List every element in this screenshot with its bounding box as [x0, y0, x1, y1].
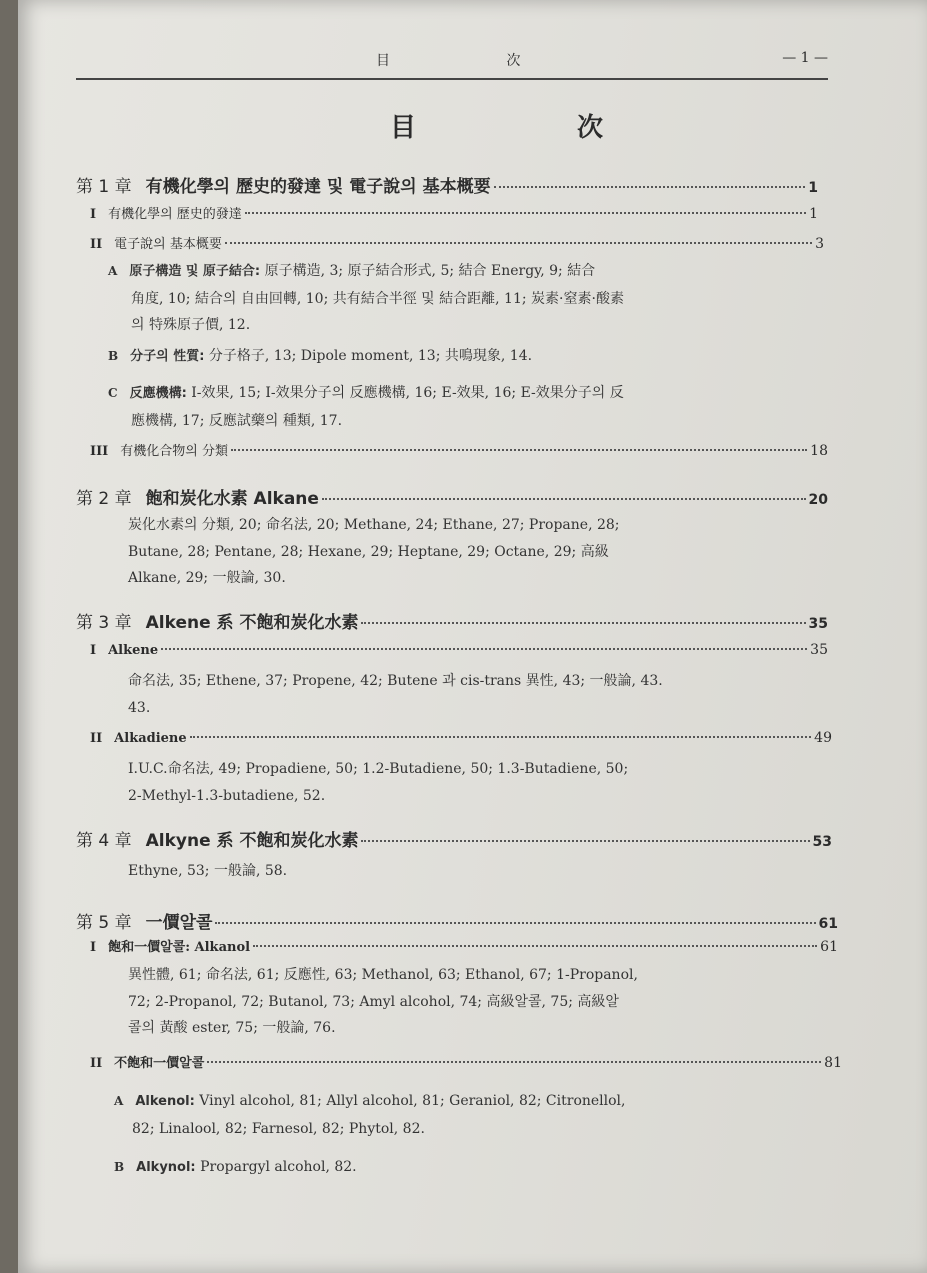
toc-alkynol-topics: B Alkynol: Propargyl alcohol, 82. [114, 1159, 357, 1175]
toc-chapter-2-topics: 炭化水素의 分類, 20; 命名法, 20; Methane, 24; Ethane, 27; Propane, 28; Butane, 28; Pentane, 28; Hexane, 29; Heptane, 29; Octane, 29; 高級 Alkane, 29; 一般論, 30. [128, 517, 620, 586]
toc-title: Alkene 系 不飽和炭化水素 [145, 613, 359, 633]
dot-leader [322, 498, 806, 500]
toc-chapter-5: 第 5 章 一價알콜 61 [76, 908, 838, 933]
dot-leader [361, 622, 805, 624]
toc-title: Alkadiene [114, 731, 187, 746]
toc-section: I 有機化學의 歷史的發達 1 [90, 203, 818, 222]
dot-leader [231, 449, 807, 451]
toc-chapter-2: 第 2 章 飽和炭化水素 Alkane 20 [76, 484, 828, 509]
dot-leader [190, 736, 812, 738]
toc-title: 飽和一價알콜: Alkanol [108, 940, 251, 955]
toc-page: 3 [815, 236, 824, 252]
toc-section: I 飽和一價알콜: Alkanol 61 [90, 936, 838, 955]
toc-subsection-b: B 分子의 性質: 分子格子, 13; Dipole moment, 13; 共鳴現象, 14. [108, 348, 533, 364]
dot-leader [253, 945, 817, 947]
header-page-number: — 1 — [782, 50, 828, 66]
toc-title: Alkyne 系 不飽和炭化水素 [145, 831, 359, 851]
dot-leader [215, 922, 815, 924]
toc-section: II Alkadiene 49 [90, 730, 832, 746]
toc-subsection-c: C 反應機構: I-效果, 15; I-效果分子의 反應機構, 16; E-效果, 16; E-效果分子의 反 應機構, 17; 反應試藥의 種類, 17. [108, 385, 624, 429]
toc-page: 35 [810, 642, 828, 658]
toc-page: 20 [808, 492, 828, 508]
dot-leader [161, 648, 807, 650]
toc-title: 不飽和一價알콜 [114, 1056, 205, 1071]
toc-title: Alkene [108, 643, 159, 658]
toc-page: 35 [808, 616, 828, 632]
toc-alkanol-topics: 異性體, 61; 命名法, 61; 反應性, 63; Methanol, 63; Ethanol, 67; 1-Propanol, 72; 2-Propanol, 72; Butanol, 73; Amyl alcohol, 74; 高級알콜, 75; 高級알 콜의 黃酸 ester, 75; 一般論, 76. [128, 967, 638, 1036]
toc-section: I Alkene 35 [90, 642, 828, 658]
toc-page: 18 [810, 443, 828, 459]
toc-title: 電子說의 基本概要 [114, 237, 222, 252]
toc-alkenol-topics: A Alkenol: Vinyl alcohol, 81; Allyl alcohol, 81; Geraniol, 82; Citronellol, 82; Linalool, 82; Farnesol, 82; Phytol, 82. [114, 1093, 626, 1137]
page-title: 目 次 [390, 113, 680, 143]
dot-leader [225, 242, 812, 244]
toc-section: II 電子說의 基本概要 3 [90, 233, 824, 252]
header-title: 目 次 [376, 53, 577, 69]
toc-section: II 不飽和一價알콜 81 [90, 1052, 842, 1071]
toc-page: 81 [824, 1055, 842, 1071]
toc-section: III 有機化合物의 分類 18 [90, 440, 828, 459]
dot-leader [207, 1061, 821, 1063]
toc-title: 飽和炭化水素 Alkane [145, 489, 319, 509]
toc-page: 61 [820, 939, 838, 955]
toc-alkadiene-topics: I.U.C.命名法, 49; Propadiene, 50; 1.2-Butadiene, 50; 1.3-Butadiene, 50; 2-Methyl-1.3-butadiene, 52. [128, 761, 629, 804]
toc-page: 53 [812, 834, 832, 850]
toc-alkene-topics: 命名法, 35; Ethene, 37; Propene, 42; Butene 과 cis-trans 異性, 43; 一般論, 43. 43. [128, 673, 663, 716]
dot-leader [245, 212, 806, 214]
toc-chapter-4-topics: Ethyne, 53; 一般論, 58. [128, 863, 288, 879]
toc-page: 1 [808, 180, 818, 196]
toc-title: 有機化學의 歷史的發達 [108, 207, 242, 222]
toc-chapter-4: 第 4 章 Alkyne 系 不飽和炭化水素 53 [76, 826, 832, 851]
toc-title: 有機化合物의 分類 [120, 444, 228, 459]
toc-title: 有機化學의 歷史的發達 및 電子說의 基本概要 [145, 177, 491, 197]
toc-chapter-1: 第 1 章 有機化學의 歷史的發達 및 電子說의 基本概要 1 [76, 172, 818, 197]
dot-leader [494, 186, 806, 188]
running-header [76, 48, 828, 80]
book-page [18, 0, 927, 1273]
toc-subsection-a: A 原子構造 및 原子結合: 原子構造, 3; 原子結合形式, 5; 結合 Energy, 9; 結合 角度, 10; 結合의 自由回轉, 10; 共有結合半徑 및 結合距離, 11; 炭素·窒素·酸素 의 特殊原子價, 12. [108, 263, 624, 333]
toc-chapter-3: 第 3 章 Alkene 系 不飽和炭化水素 35 [76, 608, 828, 633]
toc-title: 一價알콜 [145, 913, 213, 933]
toc-page: 61 [818, 916, 838, 932]
toc-page: 49 [814, 730, 832, 746]
toc-page: 1 [809, 206, 818, 222]
dot-leader [361, 840, 809, 842]
